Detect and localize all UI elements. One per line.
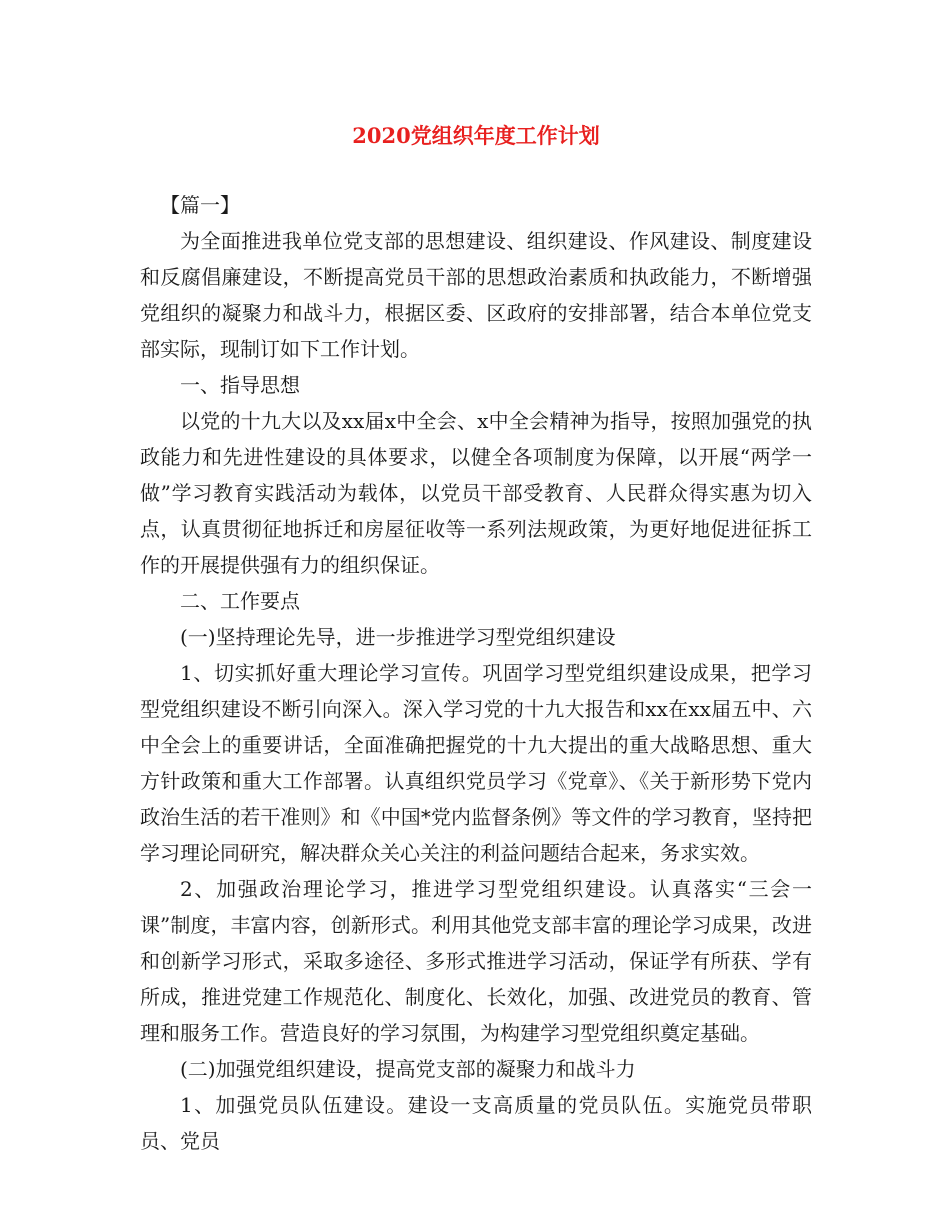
body-paragraph: 1、加强党员队伍建设。建设一支高质量的党员队伍。实施党员带职员、党员 bbox=[140, 1093, 812, 1153]
body-paragraph: 为全面推进我单位党支部的思想建设、组织建设、作风建设、制度建设和反腐倡廉建设，不断提高党员干部的思想政治素质和执政能力，不断增强党组织的凝聚力和战斗力，根据区委、区政府的安排部署，结合本单位党支部实际，现制订如下工作计划。 bbox=[140, 229, 812, 361]
body-paragraph: (二)加强党组织建设，提高党支部的凝聚力和战斗力 bbox=[180, 1057, 636, 1081]
body-paragraph: (一)坚持理论先导，进一步推进学习型党组织建设 bbox=[180, 625, 616, 649]
document-title: 2020党组织年度工作计划 bbox=[352, 123, 600, 148]
body-paragraph: 二、工作要点 bbox=[180, 589, 300, 613]
body-paragraph: 一、指导思想 bbox=[180, 373, 300, 397]
body-paragraph: 1、切实抓好重大理论学习宣传。巩固学习型党组织建设成果，把学习型党组织建设不断引向深入。深入学习党的十九大报告和xx在xx届五中、六中全会上的重要讲话，全面准确把握党的十九大提出的重大战略思想、重大方针政策和重大工作部署。认真组织党员学习《党章》、《关于新形势下党内政治生活的若干准则》和《中国*党内监督条例》等文件的学习教育，坚持把学习理论同研究，解决群众关心关注的利益问题结合起来，务求实效。 bbox=[140, 661, 812, 865]
document-page bbox=[140, 0, 812, 1230]
body-paragraph: 2、加强政治理论学习，推进学习型党组织建设。认真落实“三会一课”制度，丰富内容，创新形式。利用其他党支部丰富的理论学习成果，改进和创新学习形式，采取多途径、多形式推进学习活动，保证学有所获、学有所成，推进党建工作规范化、制度化、长效化，加强、改进党员的教育、管理和服务工作。营造良好的学习氛围，为构建学习型党组织奠定基础。 bbox=[140, 877, 812, 1045]
body-paragraph: 以党的十九大以及xx届x中全会、x中全会精神为指导，按照加强党的执政能力和先进性建设的具体要求，以健全各项制度为保障，以开展“两学一做”学习教育实践活动为载体，以党员干部受教育、人民群众得实惠为切入点，认真贯彻征地拆迁和房屋征收等一系列法规政策，为更好地促进征拆工作的开展提供强有力的组织保证。 bbox=[140, 409, 812, 577]
section-marker: 【篇一】 bbox=[160, 193, 240, 217]
document-body bbox=[140, 187, 812, 1159]
